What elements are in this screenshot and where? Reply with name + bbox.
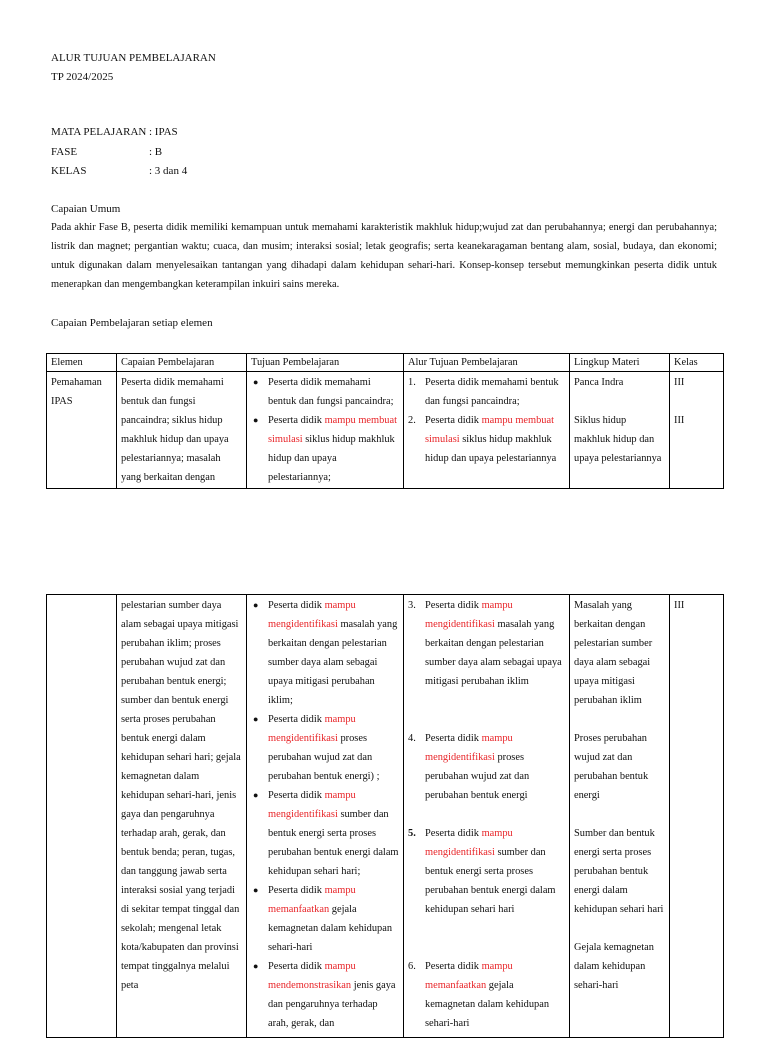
capaian-umum-text: Pada akhir Fase B, peserta didik memiliki kemampuan untuk memahami karakteristik makhluk hidup;wujud zat dan perubahannya; energi dan perubahannya; listrik dan magnet; pergantian waktu; cuaca, dan musim; interaksi sosial; letak geografis; serta keanekaragaman bentang alam, sosial, budaya, dan ekonomi; untuk digunakan dalam menyelesaikan tantangan yang dihadapi dalam kehidupan sehari-hari. Konsep-konsep tersebut memungkinkan peserta didik untuk menerapkan dan mengembangkan keterampilan inkuiri sains mereka. — [51, 222, 717, 290]
tujuan-item: ● Peserta didik memahami bentuk dan fungsi pancaindra; — [251, 373, 399, 411]
kelas-item: III — [674, 377, 685, 388]
alur-item: 1. Peserta didik memahami bentuk dan fungsi pancaindra; — [408, 377, 559, 407]
tujuan-item: ● Peserta didik mampu mengidentifikasi sumber dan bentuk energi serta proses perubahan bentuk energi dalam kehidupan sehari hari; — [251, 786, 399, 881]
class-value: : 3 dan 4 — [149, 165, 188, 177]
cell-lingkup — [570, 372, 670, 489]
cell-elemen: Pemahaman IPAS — [47, 372, 117, 489]
header-lingkup: Lingkup Materi — [570, 354, 670, 372]
capaian-umum-heading: Capaian Umum — [51, 203, 121, 215]
bullet-icon: ● — [253, 961, 259, 971]
class-label: KELAS — [51, 165, 87, 177]
lingkup-item: Panca Indra — [574, 377, 624, 388]
kelas-item: III — [674, 415, 685, 426]
header-alur: Alur Tujuan Pembelajaran — [404, 354, 570, 372]
tujuan-item: ● Peserta didik mampu mengidentifikasi proses perubahan wujud zat dan perubahan bentuk energi) ; — [251, 710, 399, 786]
alur-item: 4. Peserta didik mampu mengidentifikasi proses perubahan wujud zat dan perubahan bentuk energi — [408, 733, 530, 801]
cell-kelas — [670, 372, 724, 489]
bullet-icon: ● — [253, 600, 259, 610]
lingkup-item: Masalah yang berkaitan dengan pelestarian sumber daya alam sebagai upaya mitigasi perubahan iklim — [574, 600, 653, 706]
subject-label: MATA PELAJARAN — [51, 126, 147, 138]
alur-item: 3. Peserta didik mampu mengidentifikasi masalah yang berkaitan dengan pelestarian sumber daya alam sebagai upaya mitigasi perubahan iklim — [408, 600, 562, 687]
tujuan-item: ● Peserta didik mampu memanfaatkan gejala kemagnetan dalam kehidupan sehari-hari — [251, 881, 399, 957]
subject-value: : IPAS — [149, 126, 178, 138]
bullet-icon: ● — [253, 885, 259, 895]
cell-lingkup — [570, 595, 670, 1038]
lingkup-item: Proses perubahan wujud zat dan perubahan bentuk energi — [574, 733, 649, 801]
table-header-row — [47, 354, 724, 372]
cell-elemen — [47, 595, 117, 1038]
lingkup-item: Gejala kemagnetan dalam kehidupan sehari-hari — [574, 942, 654, 991]
table-row — [47, 372, 724, 489]
phase-label: FASE — [51, 146, 78, 158]
tujuan-item: ● Peserta didik mampu membuat simulasi siklus hidup makhluk hidup dan upaya pelestariannya; — [251, 411, 399, 487]
document-title: ALUR TUJUAN PEMBELAJARAN — [51, 52, 216, 64]
section-heading: Capaian Pembelajaran setiap elemen — [51, 317, 213, 329]
cell-kelas: III — [670, 595, 724, 1038]
header-capaian: Capaian Pembelajaran — [117, 354, 247, 372]
bullet-icon: ● — [253, 377, 259, 387]
subject-line — [51, 125, 178, 140]
table-row — [47, 595, 724, 1038]
tujuan-item: ● Peserta didik mampu mengidentifikasi masalah yang berkaitan dengan pelestarian sumber daya alam sebagai upaya mitigasi perubahan iklim; — [251, 596, 399, 710]
phase-line — [51, 145, 162, 160]
cell-alur — [404, 372, 570, 489]
alur-item: 5. Peserta didik mampu mengidentifikasi sumber dan bentuk energi serta proses perubahan bentuk energi dalam kehidupan sehari hari — [408, 828, 556, 915]
academic-year: TP 2024/2025 — [51, 71, 114, 83]
cell-tujuan — [247, 372, 404, 489]
lingkup-item: Siklus hidup makhluk hidup dan upaya pelestariannya — [574, 415, 662, 464]
header-tujuan: Tujuan Pembelajaran — [247, 354, 404, 372]
class-line — [51, 164, 187, 179]
cell-capaian: Peserta didik memahami bentuk dan fungsi pancaindra; siklus hidup makhluk hidup dan upaya pelestariannya; masalah yang berkaitan dengan — [117, 372, 247, 489]
alur-item: 6. Peserta didik mampu memanfaatkan gejala kemagnetan dalam kehidupan sehari-hari — [408, 961, 550, 1029]
alur-item: 2. Peserta didik mampu membuat simulasi siklus hidup makhluk hidup dan upaya pelestariannya — [408, 415, 557, 464]
learning-table-part-2 — [46, 594, 724, 1038]
bullet-icon: ● — [253, 714, 259, 724]
lingkup-item: Sumber dan bentuk energi serta proses perubahan bentuk energi dalam kehidupan sehari hari — [574, 828, 664, 915]
cell-capaian: pelestarian sumber daya alam sebagai upaya mitigasi perubahan iklim; proses perubahan wujud zat dan perubahan bentuk energi; sumber dan bentuk energi serta proses perubahan bentuk energi dalam kehidupan sehari hari; gejala kemagnetan dalam kehidupan sehari-hari, jenis gaya dan pengaruhnya terhadap arah, gerak, dan bentuk benda; peran, tugas, dan tanggung jawab serta interaksi sosial yang terjadi di sekitar tempat tinggal dan sekolah; mengenal letak kota/kabupaten dan provinsi tempat tinggalnya melalui peta — [117, 595, 247, 1038]
tujuan-item: ● Peserta didik mampu mendemonstrasikan jenis gaya dan pengaruhnya terhadap arah, gerak, dan — [251, 957, 399, 1033]
header-kelas: Kelas — [670, 354, 724, 372]
cell-alur — [404, 595, 570, 1038]
bullet-icon: ● — [253, 790, 259, 800]
bullet-icon: ● — [253, 415, 259, 425]
learning-table-part-1 — [46, 353, 724, 489]
phase-value: : B — [149, 146, 163, 158]
cell-tujuan — [247, 595, 404, 1038]
header-elemen: Elemen — [47, 354, 117, 372]
